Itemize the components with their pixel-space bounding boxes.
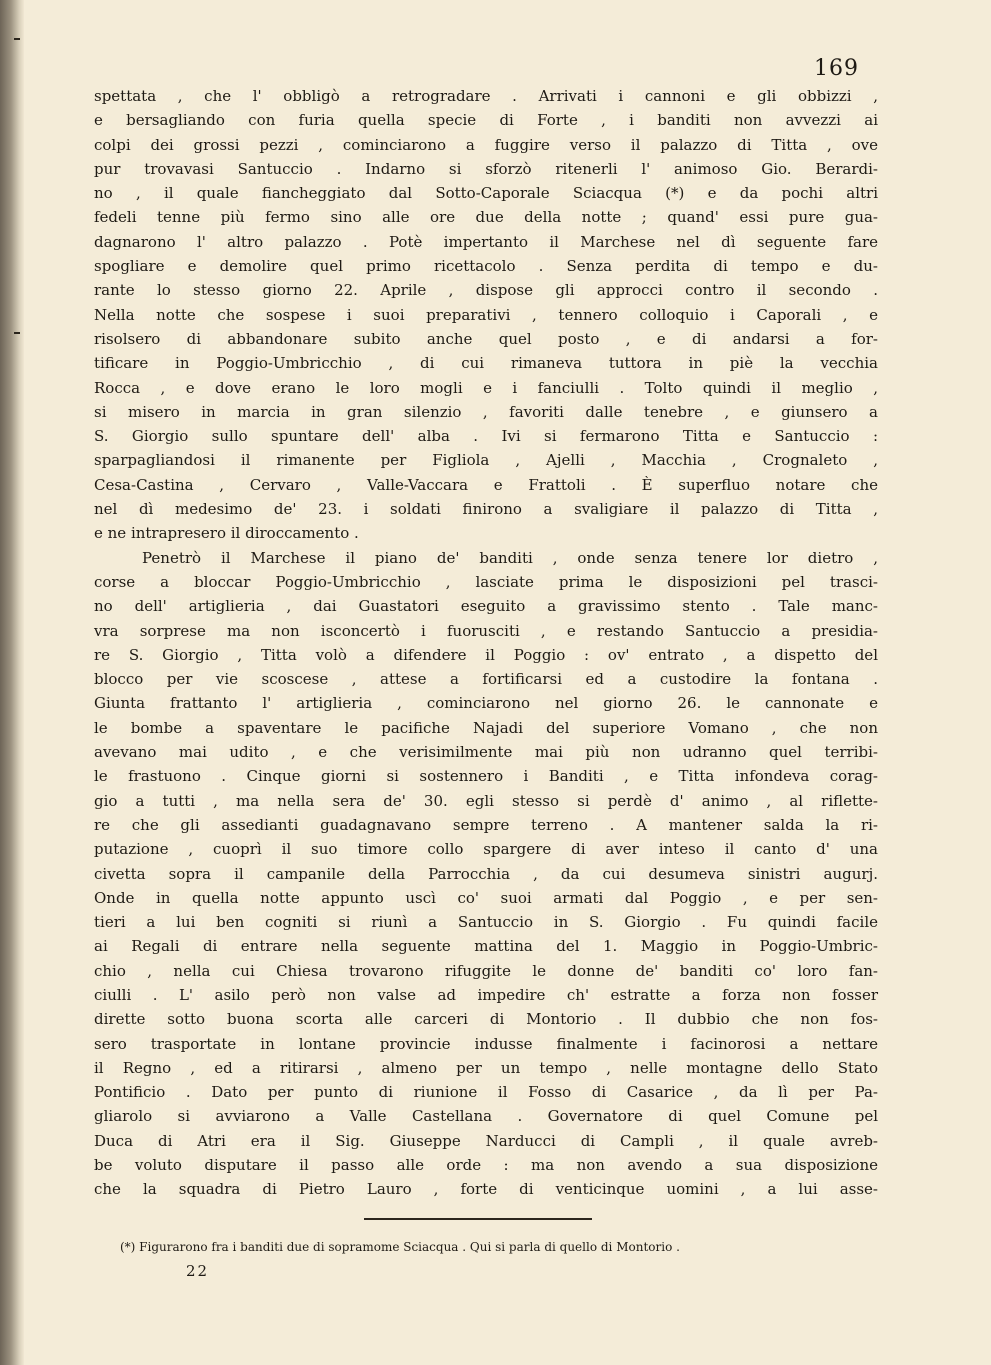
edge-mark <box>14 38 20 40</box>
text-line: Cesa-Castina , Cervaro , Valle-Vaccara e Frattoli . È superfluo notare che <box>94 475 878 494</box>
text-line: corse a bloccar Poggio-Umbricchio , lasciate prima le disposizioni pel trasci- <box>94 572 878 591</box>
text-line: avevano mai udito , e che verisimilmente mai più non udranno quel terribi- <box>94 743 878 762</box>
text-line: Duca di Atri era il Sig. Giuseppe Narducci di Campli , il quale avreb- <box>94 1131 878 1150</box>
text-line: pur trovavasi Santuccio . Indarno si sforzò ritenerli l' animoso Gio. Berardi- <box>94 159 878 178</box>
text-line: putazione , cuoprì il suo timore collo spargere di aver inteso il canto d' una <box>94 840 878 859</box>
text-line: dagnarono l' altro palazzo . Potè impertanto il Marchese nel dì seguente fare <box>94 232 878 251</box>
text-line: si misero in marcia in gran silenzio , favoriti dalle tenebre , e giunsero a <box>94 402 878 421</box>
text-line: colpi dei grossi pezzi , cominciarono a fuggire verso il palazzo di Titta , ove <box>94 135 878 154</box>
text-line: re che gli assedianti guadagnavano sempre terreno . A mantener salda la ri- <box>94 815 878 834</box>
text-line: be voluto disputare il passo alle orde : ma non avendo a sua disposizione <box>94 1156 878 1175</box>
text-line: e bersagliando con furia quella specie di Forte , i banditi non avvezzi ai <box>94 111 878 130</box>
text-line: Giunta frattanto l' artiglieria , cominciarono nel giorno 26. le cannonate e <box>94 694 878 713</box>
text-line: gliarolo si avviarono a Valle Castellana . Governatore di quel Comune pel <box>94 1107 878 1126</box>
text-line: tieri a lui ben cogniti si riunì a Santuccio in S. Giorgio . Fu quindi facile <box>94 913 878 932</box>
text-line: blocco per vie scoscese , attese a fortificarsi ed a custodire la fontana . <box>94 670 878 689</box>
text-line: nel dì medesimo de' 23. i soldati finirono a svaligiare il palazzo di Titta , <box>94 500 878 519</box>
text-line: Onde in quella notte appunto uscì co' suoi armati dal Poggio , e per sen- <box>94 888 878 907</box>
text-line: spettata , che l' obbligò a retrogradare . Arrivati i cannoni e gli obbizzi , <box>94 87 878 105</box>
text-line: ciulli . L' asilo però non valse ad impedire ch' estratte a forza non fosser <box>94 985 878 1004</box>
text-line: ai Regali di entrare nella seguente mattina del 1. Maggio in Poggio-Umbric- <box>94 937 878 956</box>
footnote-separator <box>364 1218 592 1220</box>
edge-mark <box>14 332 20 334</box>
text-line: risolsero di abbandonare subito anche quel posto , e di andarsi a for- <box>94 329 878 348</box>
text-line: che la squadra di Pietro Lauro , forte di venticinque uomini , a lui asse- <box>94 1180 878 1199</box>
page-number: 169 <box>814 56 859 81</box>
text-line: Penetrò il Marchese il piano de' banditi , onde senza tenere lor dietro , <box>142 548 878 567</box>
text-line: no dell' artiglieria , dai Guastatori eseguito a gravissimo stento . Tale manc- <box>94 597 878 616</box>
text-line: spogliare e demolire quel primo ricettacolo . Senza perdita di tempo e du- <box>94 257 878 276</box>
text-line: no , il quale fiancheggiato dal Sotto-Caporale Sciacqua (*) e da pochi altri <box>94 184 878 203</box>
text-line: re S. Giorgio , Titta volò a difendere il Poggio : ov' entrato , a dispetto del <box>94 645 878 664</box>
text-line: fedeli tenne più fermo sino alle ore due della notte ; quand' essi pure gua- <box>94 208 878 227</box>
text-line: vra sorprese ma non isconcertò i fuorusciti , e restando Santuccio a presidia- <box>94 621 878 640</box>
text-line: S. Giorgio sullo spuntare dell' alba . Ivi si fermarono Titta e Santuccio : <box>94 427 878 446</box>
signature-mark: 22 <box>186 1262 210 1280</box>
body-text <box>94 84 878 1202</box>
text-line: sparpagliandosi il rimanente per Figliola , Ajelli , Macchia , Crognaleto , <box>94 451 878 470</box>
book-binding-edge <box>0 0 24 1365</box>
text-line: Rocca , e dove erano le loro mogli e i fanciulli . Tolto quindi il meglio , <box>94 378 878 397</box>
text-line: chio , nella cui Chiesa trovarono rifuggite le donne de' banditi co' loro fan- <box>94 961 878 980</box>
text-line: sero trasportate in lontane provincie indusse finalmente i facinorosi a nettare <box>94 1034 878 1053</box>
text-line: Pontificio . Dato per punto di riunione il Fosso di Casarice , da lì per Pa- <box>94 1083 878 1102</box>
text-line: Nella notte che sospese i suoi preparativi , tennero colloquio i Caporali , e <box>94 305 878 324</box>
text-line: gio a tutti , ma nella sera de' 30. egli stesso si perdè d' animo , al riflette- <box>94 791 878 810</box>
text-line: tificare in Poggio-Umbricchio , di cui rimaneva tuttora in piè la vecchia <box>94 354 878 373</box>
text-line: civetta sopra il campanile della Parrocchia , da cui desumeva sinistri augurj. <box>94 864 878 883</box>
text-line: le bombe a spaventare le pacifiche Najadi del superiore Vomano , che non <box>94 718 878 737</box>
text-line: dirette sotto buona scorta alle carceri di Montorio . Il dubbio che non fos- <box>94 1010 878 1029</box>
footnote: (*) Figurarono fra i banditi due di sopramome Sciacqua . Qui si parla di quello di Montorio . <box>120 1240 680 1254</box>
text-line: e ne intrapresero il diroccamento . <box>94 524 359 543</box>
text-line: rante lo stesso giorno 22. Aprile , dispose gli approcci contro il secondo . <box>94 281 878 300</box>
text-line: il Regno , ed a ritirarsi , almeno per un tempo , nelle montagne dello Stato <box>94 1058 878 1077</box>
text-line: le frastuono . Cinque giorni si sostennero i Banditi , e Titta infondeva corag- <box>94 767 878 786</box>
